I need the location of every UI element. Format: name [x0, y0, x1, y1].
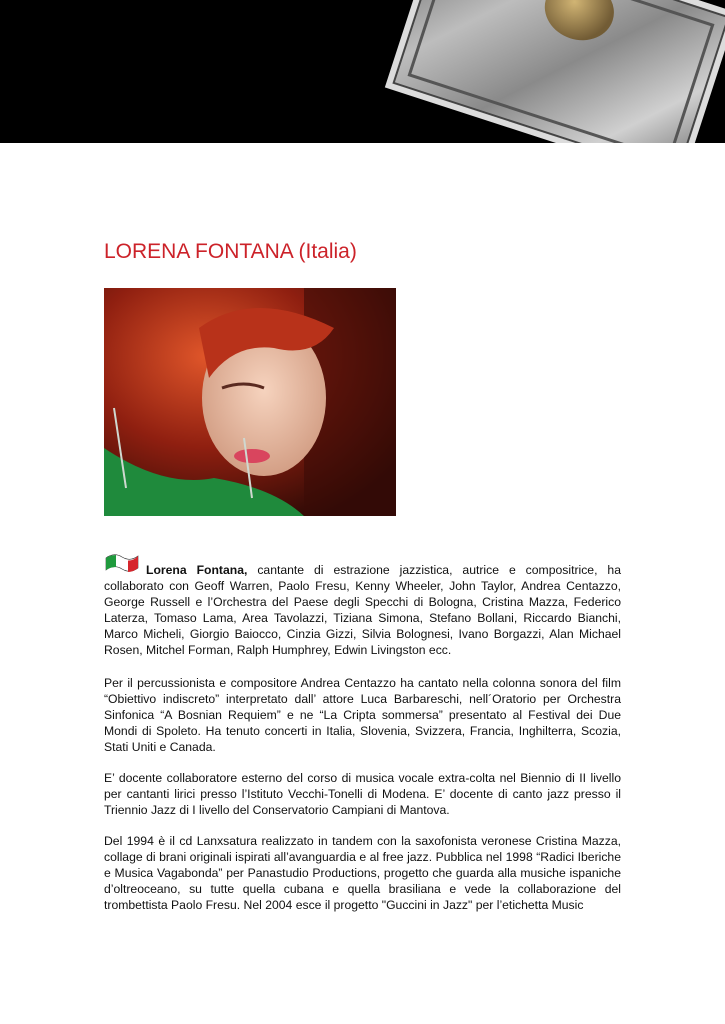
bio-paragraph-3: E’ docente collaboratore esterno del corso di musica vocale extra-colta nel Biennio di II livello per cantanti lirici presso l’Istituto Vecchi-Tonelli di Modena. E’ docente di canto jazz presso il Triennio Jazz di I livello del Conservatorio Campiani di Mantova. [104, 771, 621, 817]
bio-paragraph-4: Del 1994 è il cd Lanxsatura realizzato in tandem con la saxofonista veronese Cristina Mazza, collage di brani originali ispirati all’avanguardia e al free jazz. Pubblica nel 1998 “Radici Iberiche e Musica Vagabonda” per Panastudio Productions, progetto che guarda alla musiche ispaniche d’oltreoceano, su tutte quella cubana e quella brasiliana e vede la collaborazione del trombettista Paolo Fresu. Nel 2004 esce il progetto "Guccini in Jazz" per l’etichetta Music [104, 834, 621, 912]
bio-paragraph-2: Per il percussionista e compositore Andrea Centazzo ha cantato nella colonna sonora del film “Obiettivo indiscreto” interpretato dall’ attore Luca Barbareschi, nell´Oratorio per Orchestra Sinfonica “A Bosnian Requiem” e ne “La Cripta sommersa” presentato al Festival dei Due Mondi di Spoleto. Ha tenuto concerti in Italia, Slovenia, Svizzera, Francia, Inghilterra, Scozia, Stati Uniti e Canada. [104, 676, 621, 754]
page-title: LORENA FONTANA (Italia) [104, 240, 357, 263]
artist-portrait [104, 288, 396, 516]
paragraph-text: cantante di estrazione jazzistica, autrice e compositrice, ha collaborato con Geoff Warren, Paolo Fresu, Kenny Wheeler, John Taylor, Andrea Centazzo, George Russell e l’Orchestra del Paese degli Specchi di Bologna, Cristina Mazza, Federico Laterza, Tomaso Lama, Area Tavolazzi, Tiziana Simona, Stefano Bollani, Riccardo Bianchi, Marco Micheli, Giorgio Baiocco, Cinzia Gizzi, Silvia Bolognesi, Ivano Borgazzi, Alan Michael Rosen, Mitchel Forman, Ralph Humphrey, Edwin Livingston ecc. [104, 563, 621, 657]
bio-paragraph-1 [104, 562, 621, 658]
museum-plaque-image [385, 0, 725, 143]
header-banner [0, 0, 725, 143]
artist-name: Lorena Fontana, [146, 563, 248, 577]
